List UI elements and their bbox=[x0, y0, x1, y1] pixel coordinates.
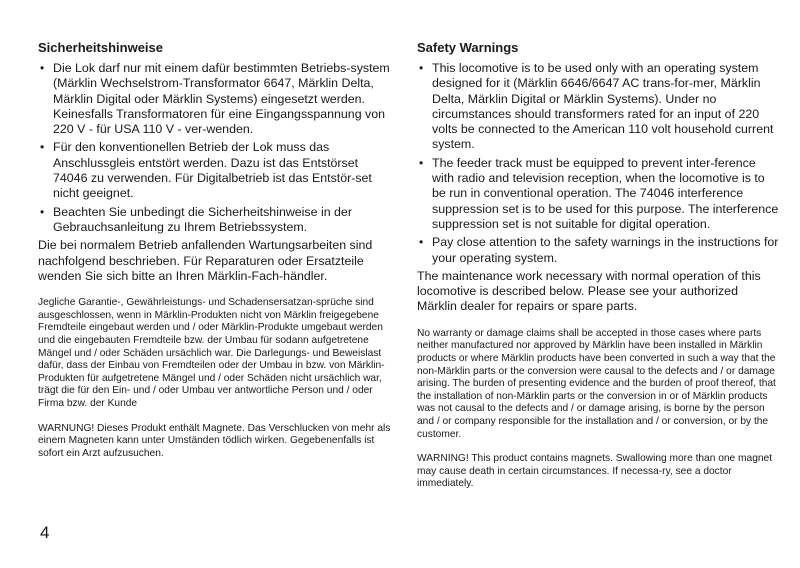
bullet-icon: • bbox=[419, 61, 424, 75]
bullet-icon: • bbox=[40, 204, 45, 219]
bullet-icon: • bbox=[40, 140, 45, 155]
english-maintenance-text: The maintenance work necessary with normal operation of this locomotive is described below. Please see your authorized Märklin dealer for repairs or spare parts. bbox=[417, 268, 761, 314]
bullet-icon: • bbox=[419, 235, 424, 250]
english-bullet-list bbox=[417, 61, 779, 266]
german-warranty-text: Jegliche Garantie-, Gewährleistungs- und Schadensersatzan-sprüche sind ausgeschlossen, wenn in Märklin-Produkten nicht von Märklin freigegebene Fremdteile eingebaut werden und / oder Märklin-Produkte umgebaut werden und die eingebauten Fremdteile bzw. der Umbau für sodann aufgetretene Mängel und / oder Schäden ursächlich war. Die Darlegungs- und Beweislast dafür, dass der Einbau von Fremdteilen oder der Umbau in bzw. von Märklin-Produkten für aufgetretene Mängel und / oder Schäden nicht ursächlich war, trägt die für den Ein- und / oder Umbau ver antwortliche Person und / oder Firma bzw. der Kunde bbox=[38, 297, 385, 409]
english-magnet-warning: WARNING! This product contains magnets. Swallowing more than one magnet may cause death in certain circumstances. If necessa-ry, see a doctor immediately. bbox=[417, 453, 773, 490]
german-bullet-list bbox=[38, 61, 394, 235]
english-heading: Safety Warnings bbox=[417, 40, 519, 55]
german-bullet-item: • Beachten Sie unbedingt die Sicherheitshinweise in der Gebrauchsanleitung zu Ihrem Betriebssystem. bbox=[40, 204, 352, 234]
english-column bbox=[417, 40, 779, 491]
german-maintenance-text: Die bei normalem Betrieb anfallenden Wartungsarbeiten sind nachfolgend beschrieben. Für Reparaturen oder Ersatzteile wenden Sie sich bitte an Ihren Märklin-Fach-händler. bbox=[38, 238, 373, 283]
bullet-icon: • bbox=[40, 61, 45, 75]
english-bullet-item: • This locomotive is to be used only with an operating system designed for it (Märklin 6646/6647 AC trans-for-mer, Märklin Delta, Märklin Digital or Märklin Systems). Under no circumstances should transformers rated for an input of 220 volts be connected to the American 110 volt household current system. bbox=[419, 61, 774, 152]
german-bullet-item: • Für den konventionellen Betrieb der Lok muss das Anschlussgleis entstört werden. Dazu ist das Entstörset 74046 zu verwenden. Für Digitalbetrieb ist das Entstör-set nicht geeignet. bbox=[40, 140, 372, 201]
german-bullet-item: • Die Lok darf nur mit einem dafür bestimmten Betriebs-system (Märklin Wechselstrom-Transformator 6647, Märklin Delta, Märklin Digital oder Märklin Systems) eingesetzt werden. Keinesfalls Transformatoren für eine Eingangsspannung von 220 V - für USA 110 V - ver-wenden. bbox=[40, 61, 390, 137]
german-magnet-warning: WARNUNG! Dieses Produkt enthält Magnete. Das Verschlucken von mehr als einem Magneten kann unter Umständen tödlich wirken. Gegebenenfalls ist sofort ein Arzt aufzusuchen. bbox=[38, 422, 391, 459]
english-warranty-text: No warranty or damage claims shall be accepted in those cases where parts neither manufactured nor approved by Märklin have been installed in Märklin products or where Märklin products have been converted in such a way that the non-Märklin parts or the conversion were causal to the defects and / or damage arising. The burden of presenting evidence and the burden of proof thereof, that the installation of non-Märklin parts or the conversion in or of Märklin products was not causal to the defects and / or damage arising, is borne by the person and / or company responsible for the installation and / or conversion, or by the customer. bbox=[417, 327, 776, 440]
page-number: 4 bbox=[40, 523, 50, 542]
english-bullet-item: • Pay close attention to the safety warnings in the instructions for your operating system. bbox=[419, 235, 779, 265]
english-bullet-item: • The feeder track must be equipped to prevent inter-ference with radio and television reception, when the locomotive is to be run in conventional operation. The 74046 interference suppression set is to be used for this purpose. The interference suppression set is not suitable for digital operation. bbox=[419, 155, 779, 231]
bullet-icon: • bbox=[419, 155, 424, 170]
german-heading: Sicherheitshinweise bbox=[38, 40, 163, 55]
german-column bbox=[38, 40, 394, 460]
